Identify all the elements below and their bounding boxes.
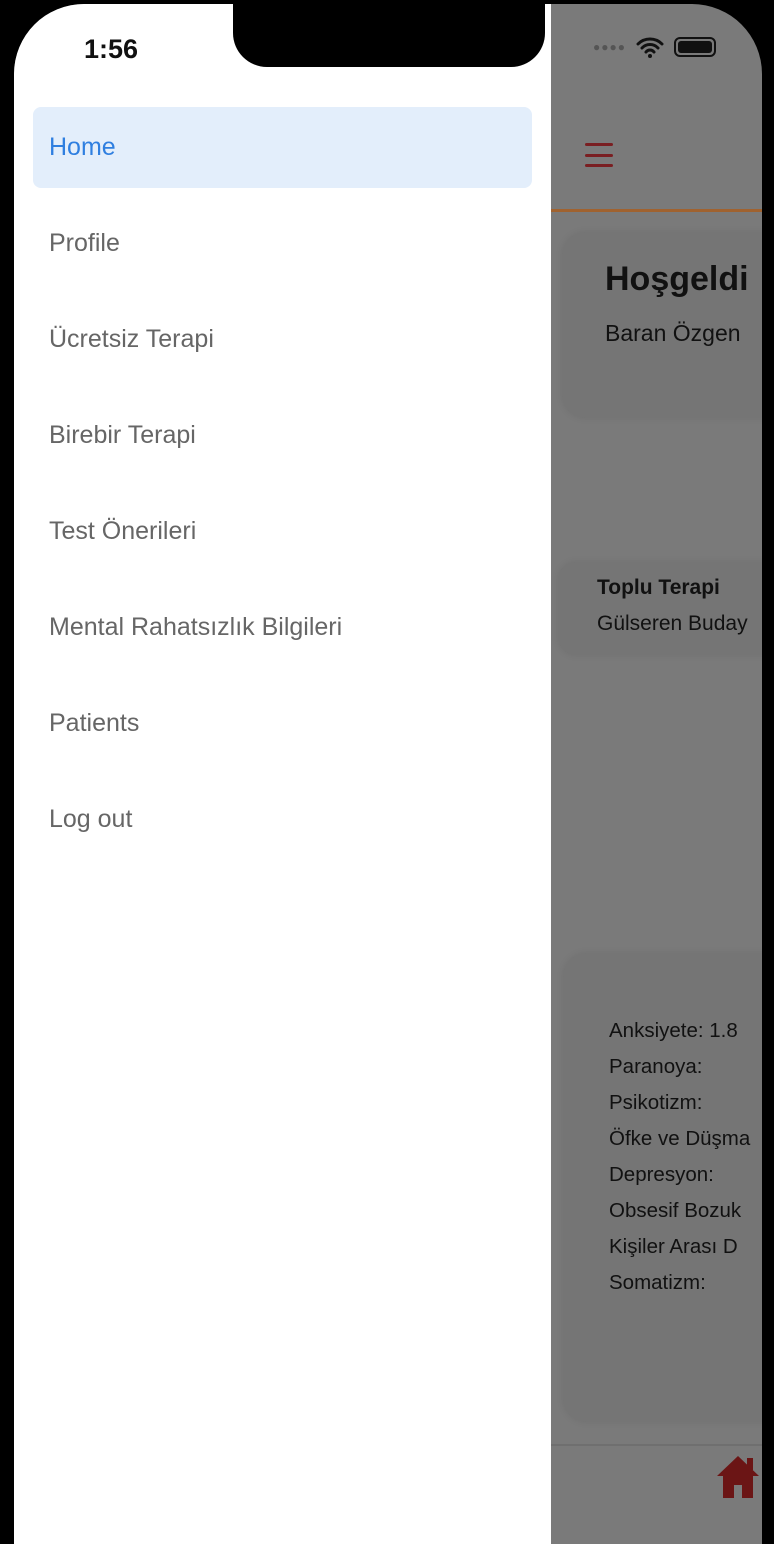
score-line: Obsesif Bozuk [609, 1199, 742, 1222]
header-divider [551, 209, 762, 212]
status-time: 1:56 [84, 34, 139, 64]
score-line: Öfke ve Düşma [609, 1127, 751, 1150]
drawer-item-individual-therapy[interactable]: Birebir Terapi [49, 421, 196, 449]
score-line: Paranoya: [609, 1055, 703, 1078]
signal-icon: ●●●● [593, 40, 626, 54]
score-line: Psikotizm: [609, 1091, 703, 1114]
battery-icon [674, 37, 716, 57]
session-card[interactable] [558, 562, 762, 655]
hamburger-menu-icon[interactable] [585, 143, 613, 167]
home-screen-dimmed[interactable] [551, 4, 762, 1544]
drawer-item-test-suggestions[interactable]: Test Önerileri [49, 517, 197, 545]
status-icons [593, 36, 716, 58]
score-line: Kişiler Arası D [609, 1235, 738, 1258]
drawer-item-mental-info[interactable]: Mental Rahatsızlık Bilgileri [49, 613, 343, 641]
scores-card [563, 953, 762, 1422]
session-therapist: Gülseren Buday [597, 612, 748, 635]
welcome-title: Hoşgeldi [605, 260, 749, 298]
session-title: Toplu Terapi [597, 576, 720, 599]
drawer-item-home[interactable]: Home [33, 107, 532, 188]
drawer-item-patients[interactable]: Patients [49, 709, 140, 737]
user-name: Baran Özgen [605, 320, 741, 346]
drawer-item-logout[interactable]: Log out [49, 805, 133, 833]
score-line: Anksiyete: 1.8 [609, 1019, 738, 1042]
tab-bar-divider [551, 1444, 762, 1446]
drawer-item-profile[interactable]: Profile [49, 229, 120, 257]
score-line: Depresyon: [609, 1163, 714, 1186]
phone-screen [14, 4, 762, 1544]
wifi-icon [636, 36, 664, 58]
home-tab-icon[interactable] [715, 1454, 761, 1498]
drawer-item-free-therapy[interactable]: Ücretsiz Terapi [49, 325, 214, 353]
notch [233, 4, 545, 67]
score-line: Somatizm: [609, 1271, 706, 1294]
navigation-drawer [14, 4, 551, 1544]
welcome-card [562, 232, 762, 418]
